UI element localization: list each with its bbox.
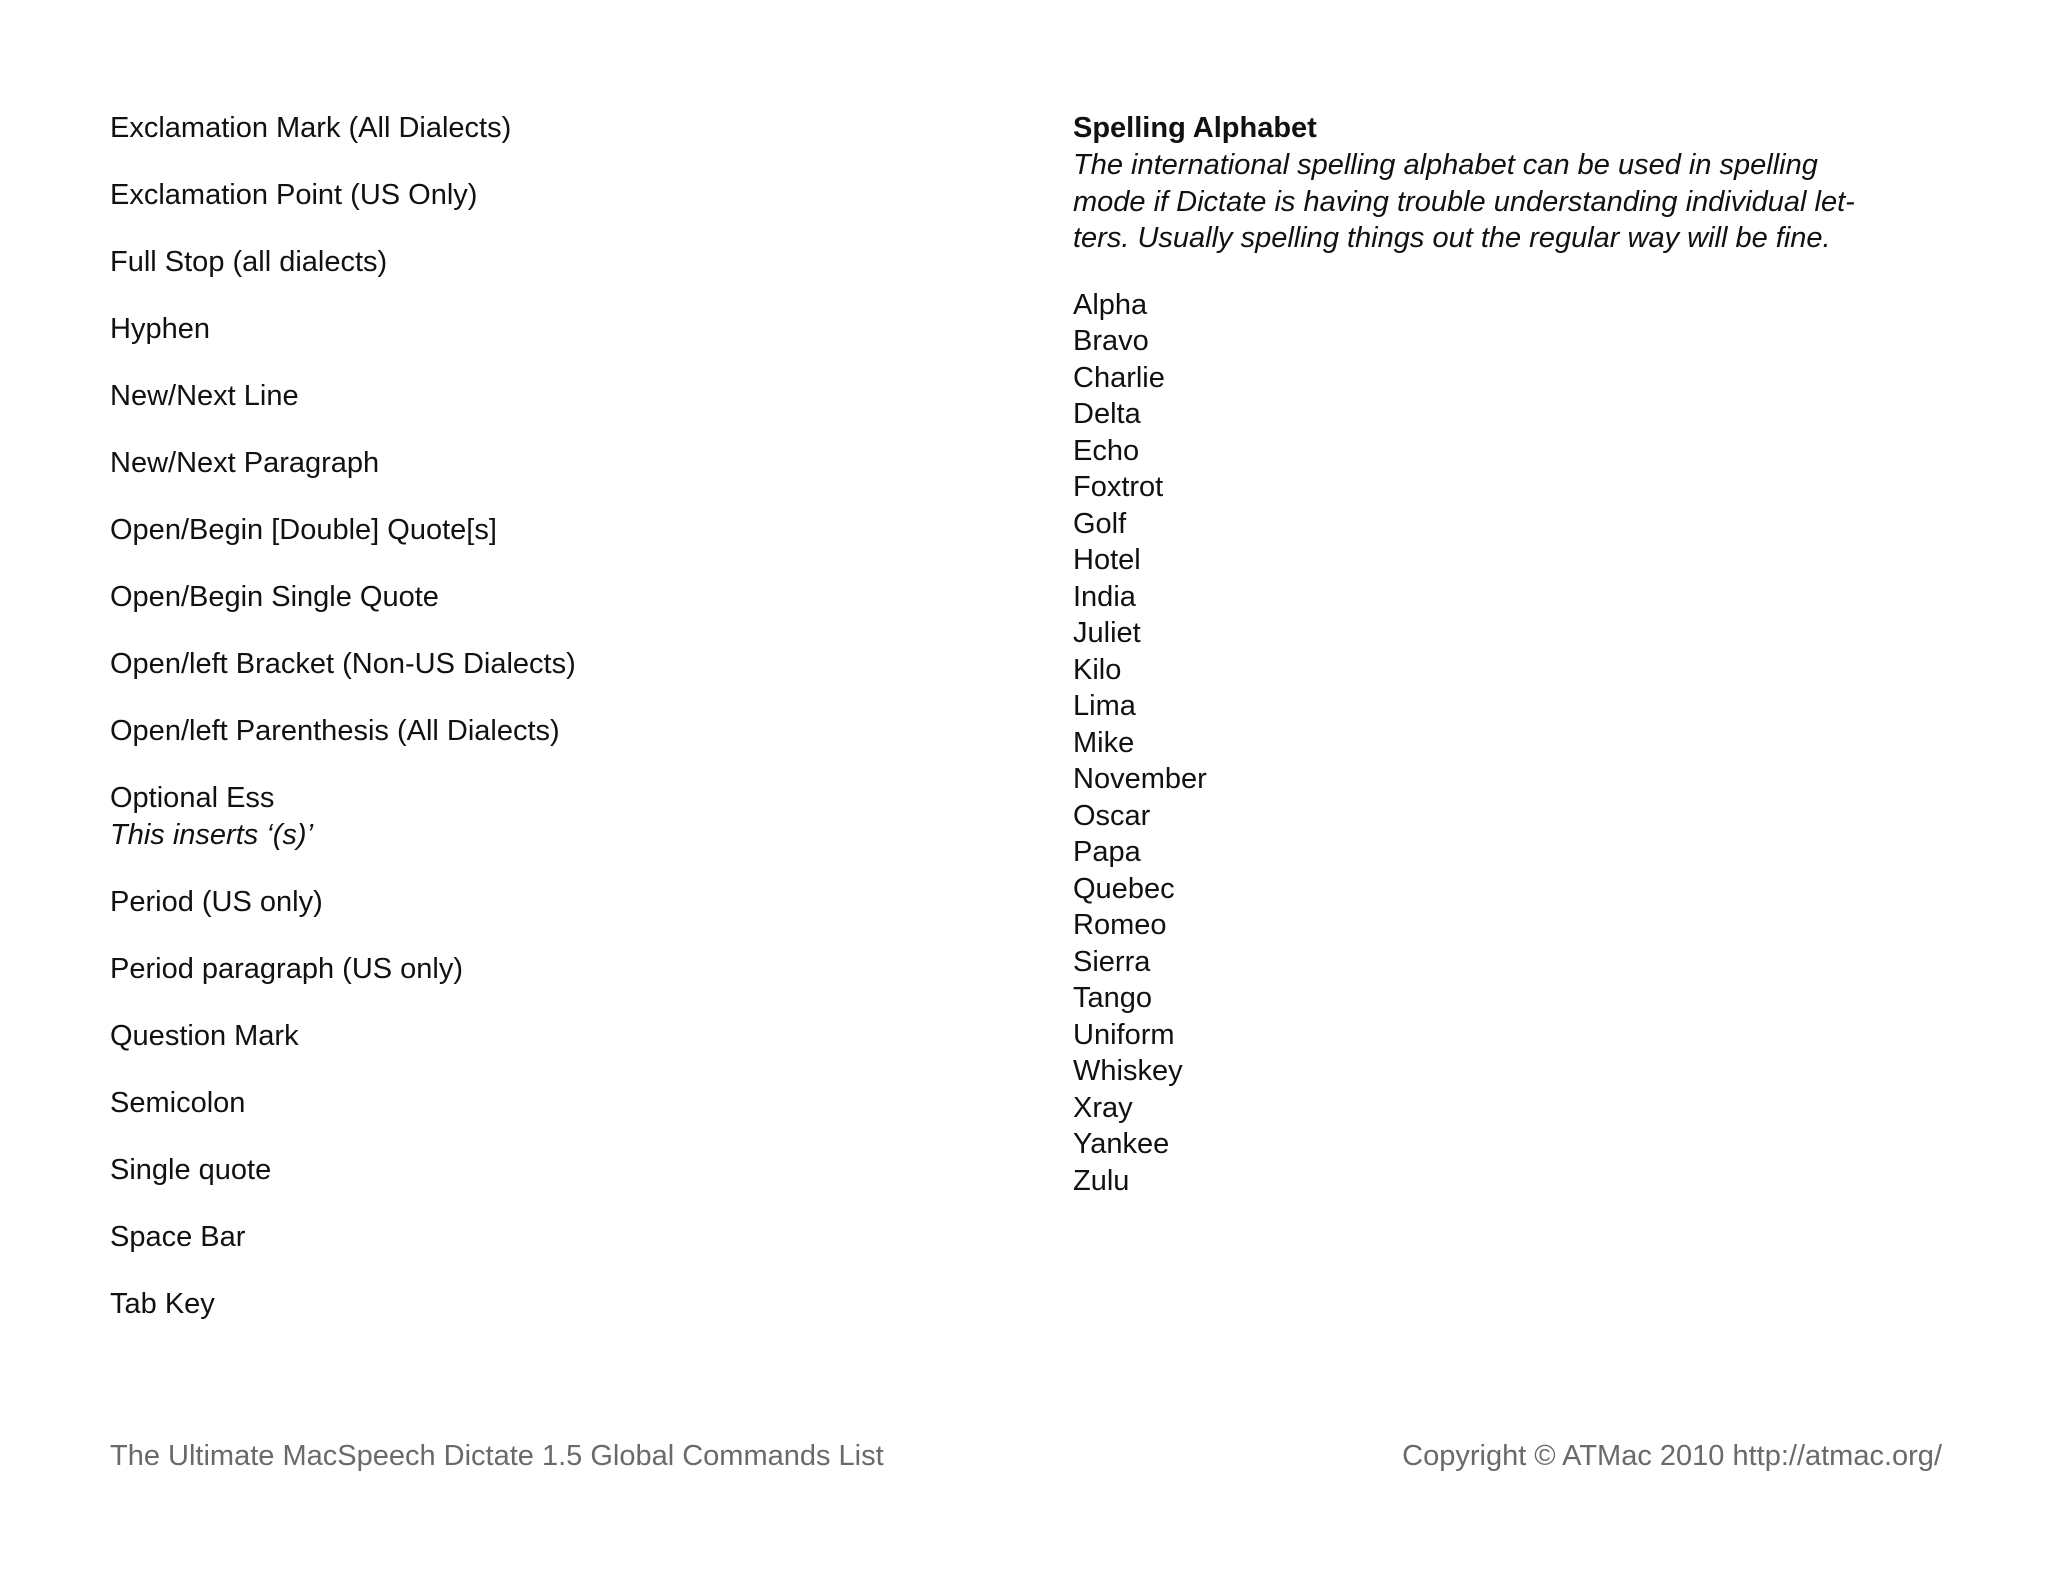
command-item <box>110 378 1010 415</box>
description-line: The international spelling alphabet can be used in spelling <box>1073 149 1818 181</box>
list-item: Bravo <box>1073 325 1149 357</box>
command-label: Semicolon <box>110 1087 246 1119</box>
command-label: Question Mark <box>110 1020 299 1052</box>
list-item: Papa <box>1073 836 1141 868</box>
list-item: Quebec <box>1073 872 1175 905</box>
list-item: India <box>1073 580 1136 613</box>
list-item: Mike <box>1073 726 1135 759</box>
list-item: Kilo <box>1073 653 1122 686</box>
command-item <box>110 1085 1010 1122</box>
list-item: Xray <box>1073 1091 1133 1124</box>
command-item <box>110 951 1010 988</box>
command-item <box>110 713 1010 750</box>
list-item: Delta <box>1073 398 1141 430</box>
command-item <box>110 1018 1010 1055</box>
list-item: Golf <box>1073 507 1127 540</box>
command-item <box>110 646 1010 683</box>
command-label: Single quote <box>110 1154 272 1186</box>
command-item <box>110 780 1010 854</box>
list-item: November <box>1073 763 1207 795</box>
command-label: Optional Ess <box>110 782 275 814</box>
list-item: Tango <box>1073 982 1153 1014</box>
command-item <box>110 884 1010 921</box>
list-item: Zulu <box>1073 1164 1130 1197</box>
list-item: Sierra <box>1073 945 1151 978</box>
list-item: Hotel <box>1073 544 1141 576</box>
command-item <box>110 110 1010 147</box>
command-item <box>110 1219 1010 1256</box>
command-label: Open/left Parenthesis (All Dialects) <box>110 715 560 747</box>
section-description <box>1073 147 1933 257</box>
command-label: New/Next Paragraph <box>110 447 380 479</box>
command-label: Hyphen <box>110 313 210 345</box>
list-item: Juliet <box>1073 617 1141 649</box>
command-item <box>110 177 1010 214</box>
command-label: Space Bar <box>110 1221 246 1253</box>
command-label: Full Stop (all dialects) <box>110 246 388 278</box>
command-label: Exclamation Mark (All Dialects) <box>110 112 512 144</box>
section-title: Spelling Alphabet <box>1073 112 1317 144</box>
command-item <box>110 311 1010 348</box>
command-label: Exclamation Point (US Only) <box>110 179 478 211</box>
command-item <box>110 579 1010 616</box>
command-item <box>110 244 1010 281</box>
command-item <box>110 1286 1010 1323</box>
list-item: Foxtrot <box>1073 471 1164 503</box>
spelling-alphabet-section <box>1073 110 1933 1199</box>
description-line: ters. Usually spelling things out the regular way will be fine. <box>1073 222 1831 254</box>
command-label: Period (US only) <box>110 886 323 918</box>
command-label: Open/Begin [Double] Quote[s] <box>110 514 497 546</box>
list-item: Whiskey <box>1073 1055 1183 1087</box>
footer-title: The Ultimate MacSpeech Dictate 1.5 Global Commands List <box>110 1440 884 1472</box>
command-item <box>110 445 1010 482</box>
command-note: This inserts ‘(s)’ <box>110 819 314 851</box>
command-item <box>110 1152 1010 1189</box>
list-item: Echo <box>1073 434 1140 467</box>
list-item: Alpha <box>1073 288 1148 321</box>
command-label: Open/Begin Single Quote <box>110 581 439 613</box>
list-item: Romeo <box>1073 909 1167 941</box>
list-item: Uniform <box>1073 1018 1175 1051</box>
list-item: Oscar <box>1073 799 1151 832</box>
list-item: Charlie <box>1073 361 1165 394</box>
description-line: mode if Dictate is having trouble understanding individual let- <box>1073 185 1855 218</box>
alphabet-list <box>1073 287 1933 1200</box>
list-item: Yankee <box>1073 1128 1170 1160</box>
commands-column <box>110 110 1010 1353</box>
command-label: Open/left Bracket (Non-US Dialects) <box>110 648 576 680</box>
command-label: New/Next Line <box>110 380 299 412</box>
footer-copyright: Copyright © ATMac 2010 http://atmac.org/ <box>1402 1440 1942 1472</box>
list-item: Lima <box>1073 690 1136 722</box>
command-label: Period paragraph (US only) <box>110 953 464 985</box>
command-item <box>110 512 1010 549</box>
command-label: Tab Key <box>110 1288 215 1320</box>
